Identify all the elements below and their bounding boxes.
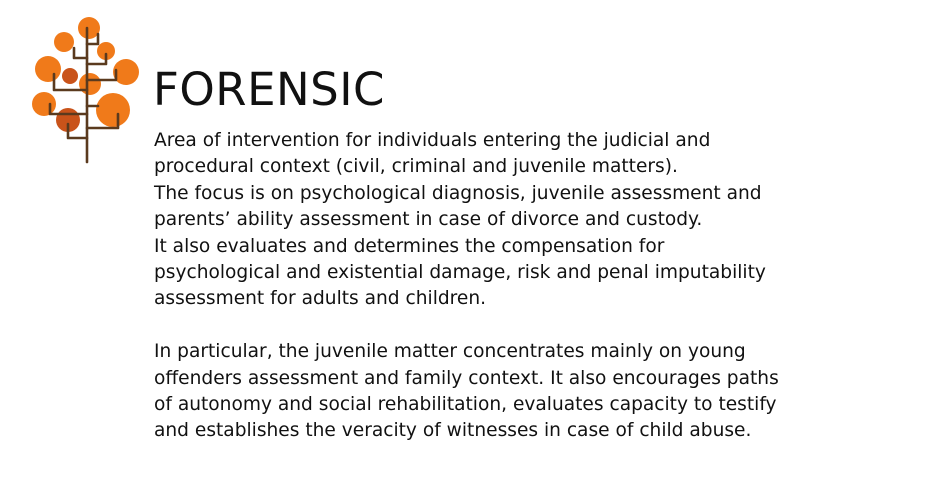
text-line: assessment for adults and children. [154, 288, 487, 310]
text-line: In particular, the juvenile matter concentrates mainly on young [154, 341, 746, 363]
tree-icon [28, 14, 144, 166]
text-line: psychological and existential damage, risk and penal imputability [154, 262, 766, 284]
text-line: The focus is on psychological diagnosis, juvenile assessment and [154, 182, 762, 204]
text-line: procedural context (civil, criminal and juvenile matters). [154, 156, 678, 178]
page-title: FORENSIC [153, 63, 385, 116]
description [154, 128, 924, 445]
text-line: and establishes the veracity of witnesses in case of child abuse. [154, 420, 752, 442]
text-line: Area of intervention for individuals entering the judicial and [154, 130, 711, 151]
text-line: offenders assessment and family context. It also encourages paths [154, 367, 779, 389]
text-line: It also evaluates and determines the compensation for [154, 235, 665, 257]
paragraph-spacer [154, 313, 924, 339]
text-line: parents’ ability assessment in case of divorce and custody. [154, 209, 703, 231]
text-line: of autonomy and social rehabilitation, evaluates capacity to testify [154, 394, 777, 416]
